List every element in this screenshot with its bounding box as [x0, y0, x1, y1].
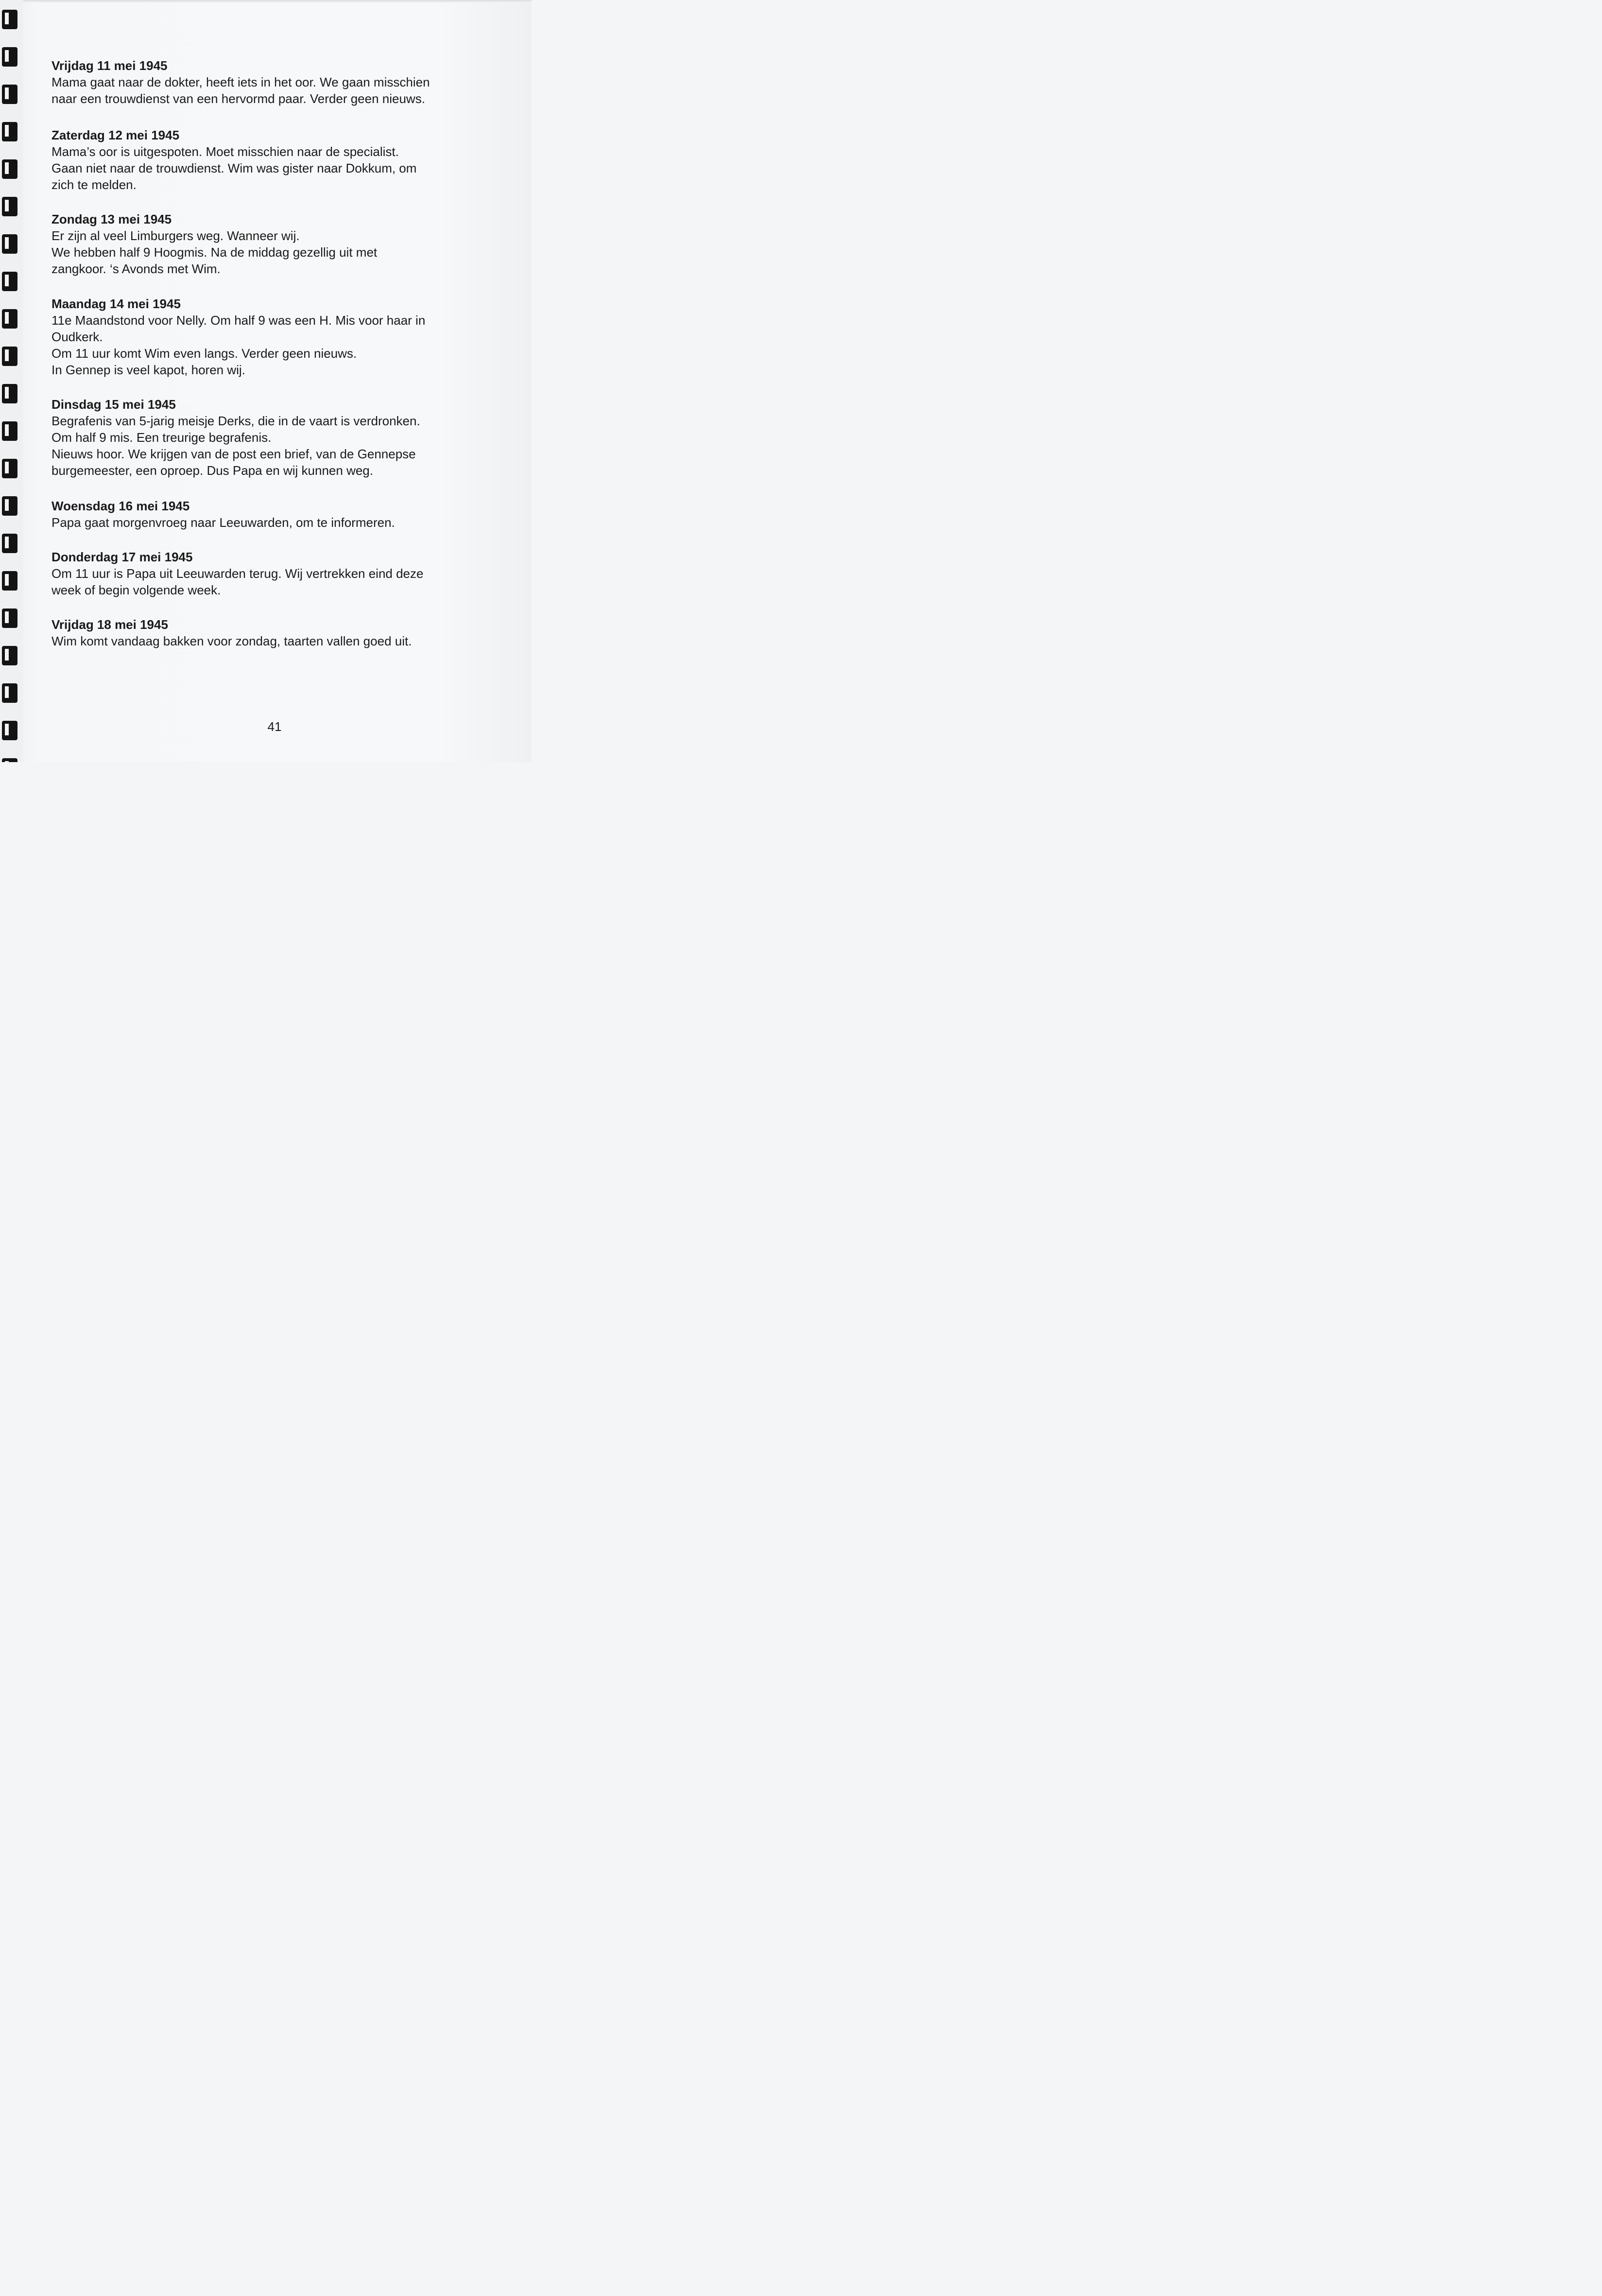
binding-ring	[2, 10, 17, 29]
binding-ring-gap	[5, 387, 9, 399]
binding-ring-gap	[5, 349, 9, 361]
diary-entry	[52, 498, 395, 531]
entry-date: Vrijdag 18 mei 1945	[52, 617, 168, 632]
binding-ring-gap	[5, 200, 9, 211]
binding-ring	[2, 609, 17, 628]
entry-date: Donderdag 17 mei 1945	[52, 550, 193, 564]
binding-ring	[2, 534, 17, 553]
book-page	[0, 0, 532, 762]
entry-date: Maandag 14 mei 1945	[52, 296, 181, 311]
binding-ring	[2, 347, 17, 366]
binding-ring	[2, 683, 17, 703]
entry-text-line: Om half 9 mis. Een treurige begrafenis.	[52, 430, 272, 445]
binding-ring	[2, 758, 17, 762]
binding-ring	[2, 421, 17, 441]
diary-entry	[52, 549, 423, 598]
entry-text-line: Mama’s oor is uitgespoten. Moet misschien naar de specialist.	[52, 144, 399, 159]
entry-date: Woensdag 16 mei 1945	[52, 499, 190, 513]
binding-ring	[2, 159, 17, 179]
entry-text-line: We hebben half 9 Hoogmis. Na de middag gezellig uit met	[52, 245, 378, 260]
binding-ring	[2, 384, 17, 403]
entry-text-line: Oudkerk.	[52, 330, 103, 344]
binding-ring	[2, 309, 17, 329]
entry-text-line: Om 11 uur is Papa uit Leeuwarden terug. Wij vertrekken eind deze	[52, 566, 424, 581]
binding-ring	[2, 122, 17, 141]
entry-text-line: Begrafenis van 5-jarig meisje Derks, die in de vaart is verdronken.	[52, 414, 420, 428]
binding-ring	[2, 272, 17, 291]
binding-ring-gap	[5, 649, 9, 661]
binding-ring	[2, 459, 17, 478]
binding-ring-gap	[5, 50, 9, 62]
diary-entry	[52, 127, 416, 193]
binding-ring-gap	[5, 87, 9, 99]
diary-entry	[52, 211, 377, 277]
binding-ring-gap	[5, 537, 9, 548]
entry-text-line: burgemeester, een oproep. Dus Papa en wij kunnen weg.	[52, 463, 373, 478]
binding-ring-gap	[5, 13, 9, 24]
entry-text-line: zich te melden.	[52, 177, 137, 192]
binding-ring-gap	[5, 125, 9, 137]
binding-ring-gap	[5, 574, 9, 586]
entry-text-line: naar een trouwdienst van een hervormd paar. Verder geen nieuws.	[52, 91, 425, 106]
binding-ring-gap	[5, 237, 9, 249]
entry-text-line: Om 11 uur komt Wim even langs. Verder geen nieuws.	[52, 346, 357, 361]
page-top-edge	[23, 0, 532, 3]
entry-text-line: zangkoor. ‘s Avonds met Wim.	[52, 261, 221, 276]
binding-ring	[2, 85, 17, 104]
diary-entry	[52, 296, 425, 378]
binding-ring-gap	[5, 499, 9, 511]
entry-text-line: Nieuws hoor. We krijgen van de post een brief, van de Gennepse	[52, 447, 416, 461]
binding-ring	[2, 234, 17, 254]
binding-ring-gap	[5, 462, 9, 473]
entry-text-line: Mama gaat naar de dokter, heeft iets in het oor. We gaan misschien	[52, 75, 430, 89]
binding-ring-gap	[5, 312, 9, 324]
entry-text-line: Gaan niet naar de trouwdienst. Wim was gister naar Dokkum, om	[52, 161, 417, 175]
diary-entry	[52, 396, 420, 479]
diary-entry	[52, 57, 430, 107]
binding-ring-gap	[5, 275, 9, 286]
entry-text-line: 11e Maandstond voor Nelly. Om half 9 was een H. Mis voor haar in	[52, 313, 426, 328]
entry-text-line: week of begin volgende week.	[52, 583, 221, 597]
binding-ring-gap	[5, 611, 9, 623]
binding-ring-gap	[5, 162, 9, 174]
entry-date: Zaterdag 12 mei 1945	[52, 128, 180, 142]
entry-date: Zondag 13 mei 1945	[52, 212, 172, 226]
binding-ring-gap	[5, 424, 9, 436]
binding-ring	[2, 197, 17, 216]
binding-ring	[2, 571, 17, 591]
diary-entry	[52, 616, 412, 649]
entry-date: Vrijdag 11 mei 1945	[52, 58, 168, 73]
binding-ring	[2, 47, 17, 67]
entry-text-line: In Gennep is veel kapot, horen wij.	[52, 363, 245, 377]
binding-ring-gap	[5, 686, 9, 698]
spiral-binding	[0, 0, 23, 762]
binding-ring	[2, 646, 17, 665]
entry-text-line: Er zijn al veel Limburgers weg. Wanneer wij.	[52, 228, 300, 243]
binding-ring	[2, 496, 17, 516]
page-number: 41	[267, 719, 282, 734]
entry-text-line: Papa gaat morgenvroeg naar Leeuwarden, om te informeren.	[52, 515, 395, 530]
entry-date: Dinsdag 15 mei 1945	[52, 397, 176, 412]
entry-text-line: Wim komt vandaag bakken voor zondag, taarten vallen goed uit.	[52, 634, 412, 648]
binding-ring-gap	[5, 761, 9, 762]
